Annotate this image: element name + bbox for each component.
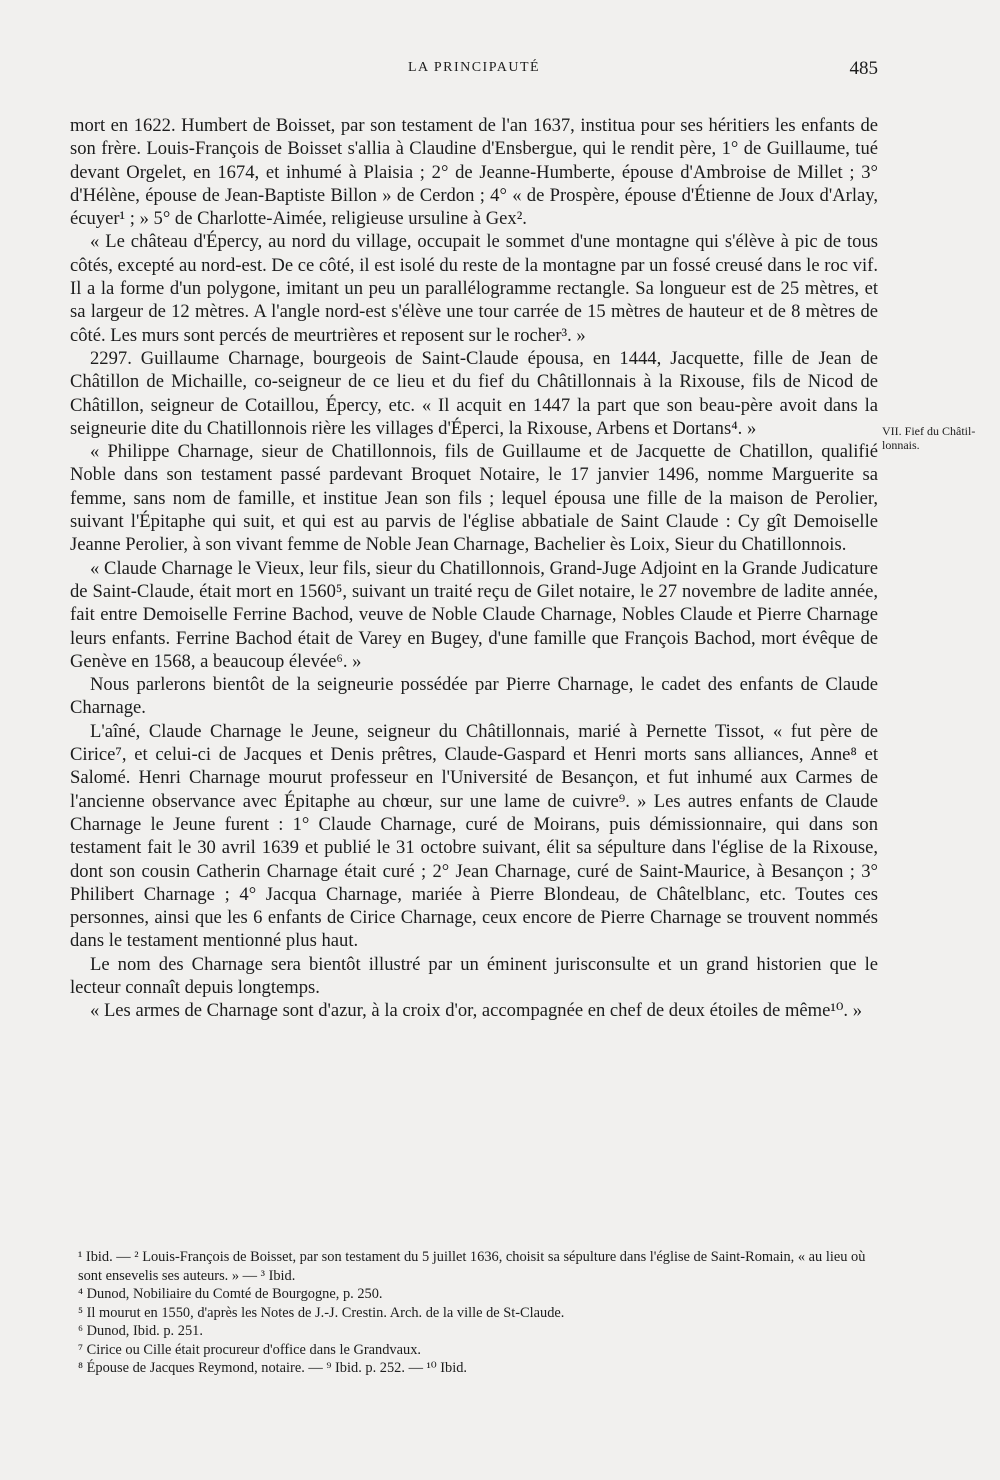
footnote: ⁸ Épouse de Jacques Reymond, notaire. — ⁹ Ibid. p. 252. — ¹⁰ Ibid. — [78, 1360, 468, 1376]
main-text — [70, 114, 878, 1023]
footnote: ⁷ Cirice ou Cille était procureur d'office dans le Grandvaux. — [78, 1341, 422, 1358]
paragraph: « Les armes de Charnage sont d'azur, à la croix d'or, accompagnée en chef de deux étoiles de même¹⁰. » — [90, 1000, 863, 1022]
paragraph: mort en 1622. Humbert de Boisset, par son testament de l'an 1637, institua pour ses héritiers les enfants de son frère. Louis-François de Boisset s'allia à Claudine d'Ensbergue, qui le rendit père, 1° de Guillaume, tué devant Orgelet, en 1674, et inhumé à Plaisia ; 2° de Jeanne-Humberte, épouse d'Ambroise de Millet ; 3° d'Hélène, épouse de Jean-Baptiste Billon » de Cerdon ; 4° « de Prospère, épouse d'Étienne de Joux d'Arlay, écuyer¹ ; » 5° de Charlotte-Aimée, religieuse ursuline à Gex². — [70, 115, 878, 230]
paragraph: « Philippe Charnage, sieur de Chatillonnois, fils de Guillaume et de Jacquette de Chatillon, qualifié Noble dans son testament passé pardevant Broquet Notaire, le 17 janvier 1496, nomme Marguerite sa femme, sans nom de famille, et institue Jean son fils ; lequel épousa une fille de la maison de Perolier, suivant l'Épitaphe qui suit, et qui est au parvis de l'église abbatiale de Saint Claude : Cy gît Demoiselle Jeanne Perolier, à son vivant femme de Noble Jean Charnage, Bachelier ès Loix, Sieur du Chatillonnois. — [70, 441, 878, 556]
paragraph: Nous parlerons bientôt de la seigneurie possédée par Pierre Charnage, le cadet des enfants de Claude Charnage. — [70, 674, 878, 719]
margin-note: VII. Fief du Châtil- lonnais. — [882, 424, 976, 452]
paragraph: Le nom des Charnage sera bientôt illustré par un éminent jurisconsulte et un grand historien que le lecteur connaît depuis longtemps. — [70, 953, 878, 998]
running-title: LA PRINCIPAUTÉ — [407, 60, 541, 75]
footnote: ⁵ Il mourut en 1550, d'après les Notes de J.-J. Crestin. Arch. de la ville de St-Claude. — [78, 1304, 565, 1321]
footnote: ¹ Ibid. — ² Louis-François de Boisset, par son testament du 5 juillet 1636, choisit sa sépulture dans l'église de Saint-Romain, « au lieu où sont ensevelis ses auteurs. » — ³ Ibid. — [78, 1249, 866, 1284]
paragraph: L'aîné, Claude Charnage le Jeune, seigneur du Châtillonnais, marié à Pernette Tissot, « fut père de Cirice⁷, et celui-ci de Jacques et Denis prêtres, Claude-Gaspard et Henri morts sans alliances, Anne⁸ et Salomé. Henri Charnage mourut professeur en l'Université de Besançon, et fut inhumé aux Carmes de l'ancienne observance avec Épitaphe au chœur, sur une lame de cuivre⁹. » Les autres enfants de Claude Charnage le Jeune furent : 1° Claude Charnage, curé de Moirans, puis démissionnaire, qui dans son testament fait le 30 avril 1639 et publié le 31 octobre suivant, élit sa sépulture dans l'église de la Rixouse, dont son cousin Catherin Charnage était curé ; 2° Jean Charnage, curé de Saint-Maurice, à Besançon ; 3° Philibert Charnage ; 4° Jacqua Charnage, mariée à Pierre Blondeau, de Châtelblanc, etc. Toutes ces personnes, ainsi que les 6 enfants de Cirice Charnage, ceux encore de Pierre Charnage se trouvent nommés dans le testament mentionné plus haut. — [70, 720, 878, 952]
paragraph: « Le château d'Épercy, au nord du village, occupait le sommet d'une montagne qui s'élève à pic de tous côtés, excepté au nord-est. De ce côté, il est isolé du reste de la montagne par un fossé creusé dans le roc vif. Il a la forme d'un polygone, imitant un peu un parallélogramme rectangle. Sa longueur est de 25 mètres, et sa largeur de 12 mètres. A l'angle nord-est s'élève une tour carrée de 15 mètres de hauteur et de 8 mètres de côté. Les murs sont percés de meurtrières et reposent sur le rocher³. » — [70, 231, 878, 346]
page-number: 485 — [849, 58, 878, 79]
paragraph: 2297. Guillaume Charnage, bourgeois de Saint-Claude épousa, en 1444, Jacquette, fille de Jean de Châtillon de Michaille, co-seigneur de ce lieu et du fief du Châtillonnais à la Rixouse, fils de Nicod de Châtillon, seigneur de Cotaillou, Épercy, etc. « Il acquit en 1447 la part que son beau-père avoit dans la seigneurie dite du Chatillonnois rière les villages d'Éperci, la Rixouse, Arbens et Dortans⁴. » — [70, 347, 878, 439]
footnotes — [78, 1248, 878, 1378]
footnote: ⁶ Dunod, Ibid. p. 251. — [78, 1323, 203, 1339]
footnote: ⁴ Dunod, Nobiliaire du Comté de Bourgogne, p. 250. — [78, 1286, 383, 1302]
paragraph: « Claude Charnage le Vieux, leur fils, sieur du Chatillonnois, Grand-Juge Adjoint en la Grande Judicature de Saint-Claude, était mort en 1560⁵, suivant un traité reçu de Gilet notaire, le 27 novembre de ladite année, fait entre Demoiselle Ferrine Bachod, veuve de Noble Claude Charnage, Nobles Claude et Pierre Charnage leurs enfants. Ferrine Bachod était de Varey en Bugey, d'une famille que François Bachod, mort évêque de Genève en 1568, a beaucoup élevée⁶. » — [70, 557, 878, 672]
